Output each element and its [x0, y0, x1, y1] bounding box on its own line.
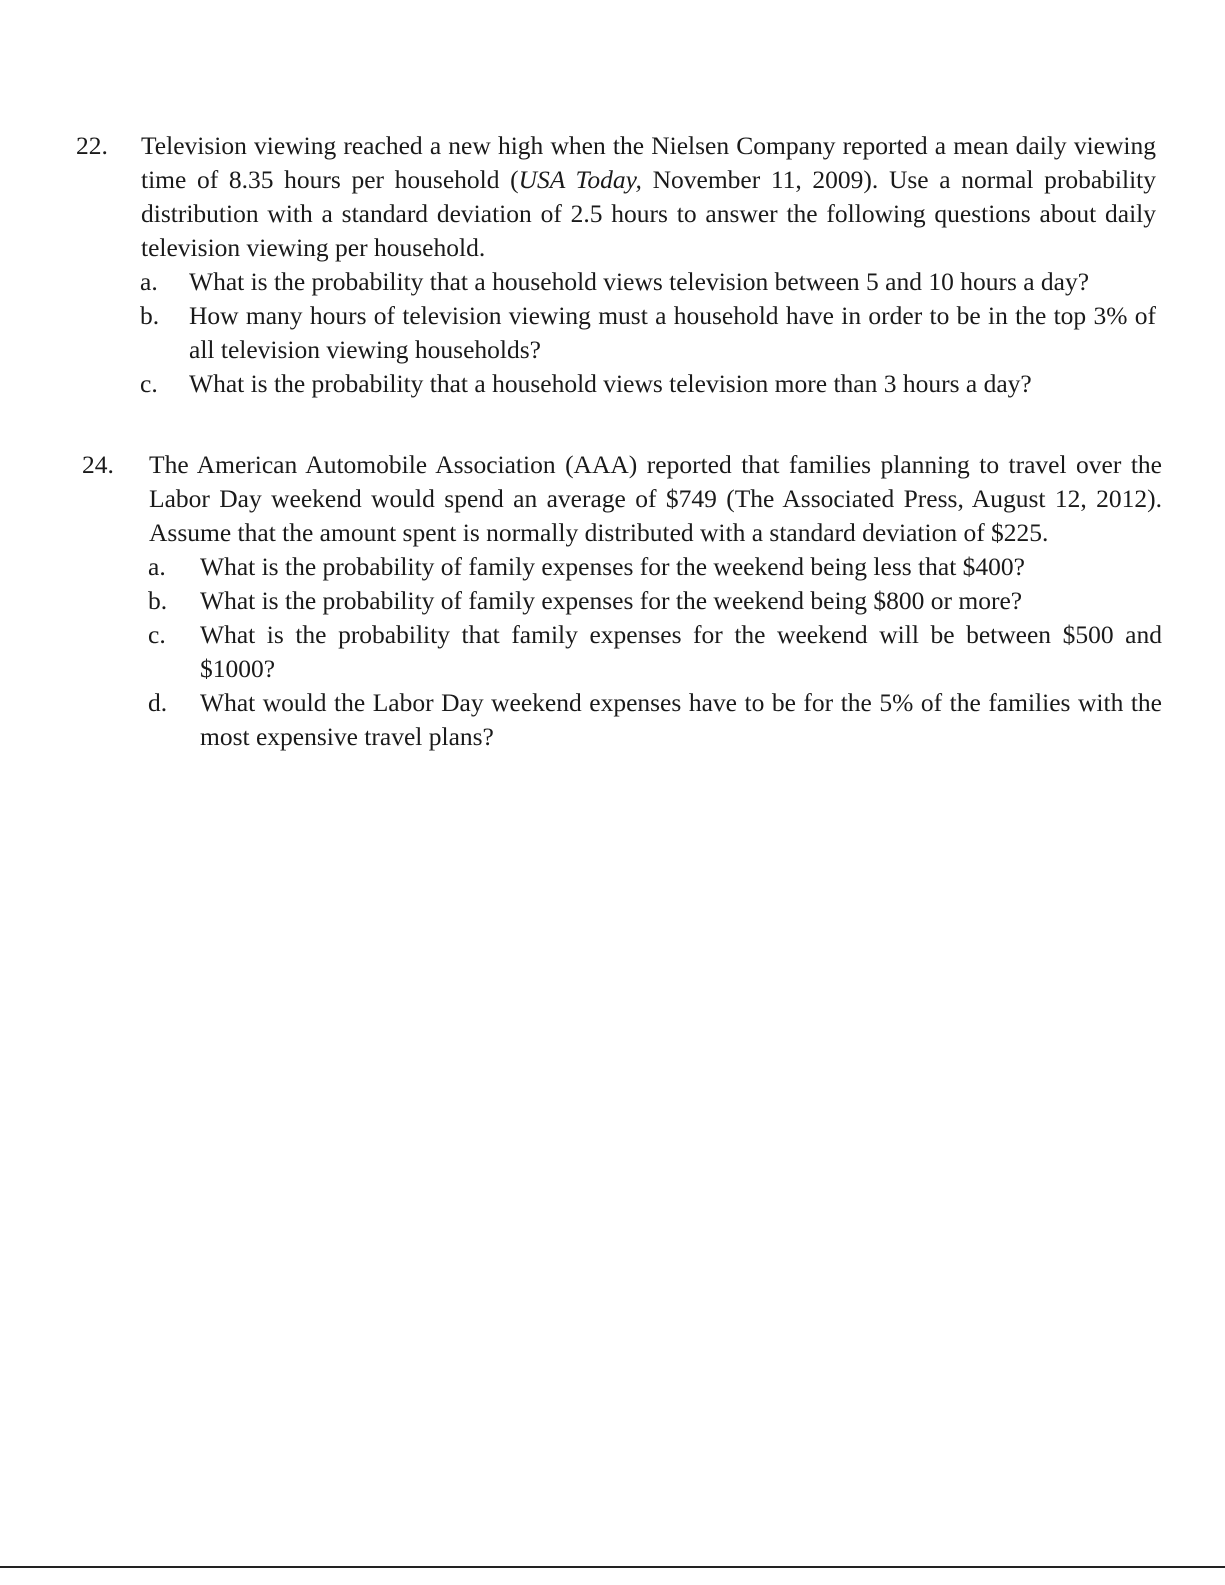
part-item — [76, 265, 1156, 299]
part-item — [82, 686, 1162, 754]
problem-24-header — [82, 448, 1162, 550]
part-item — [76, 367, 1156, 401]
part-letter: d. — [148, 688, 168, 717]
part-letter: a. — [140, 267, 158, 296]
part-item — [82, 618, 1162, 686]
stem-text-after: November 11, 2009). Use a normal probability distribution with a standard deviation of 2.5 hours to answer the following questions about daily television viewing per household. — [141, 165, 1156, 262]
problem-24-parts — [82, 550, 1162, 754]
part-text: What would the Labor Day weekend expenses have to be for the 5% of the families with the most expensive travel plans? — [200, 688, 1162, 751]
problem-24 — [82, 448, 1162, 754]
part-text: What is the probability that a household views television more than 3 hours a day? — [189, 369, 1032, 398]
part-text: What is the probability of family expenses for the weekend being $800 or more? — [200, 586, 1023, 615]
page-bottom-rule — [0, 1566, 1225, 1568]
problem-22-parts — [76, 265, 1156, 401]
part-item — [76, 299, 1156, 367]
problem-22-header — [76, 129, 1156, 265]
problem-stem — [141, 129, 1156, 265]
part-letter: a. — [148, 552, 166, 581]
part-letter: c. — [148, 620, 166, 649]
part-text: What is the probability of family expenses for the weekend being less that $400? — [200, 552, 1025, 581]
problem-number: 24. — [82, 450, 114, 479]
part-text: What is the probability that a household views television between 5 and 10 hours a day? — [189, 267, 1090, 296]
stem-source-italic: USA Today, — [518, 165, 642, 194]
part-text: What is the probability that family expenses for the weekend will be between $500 and $1000? — [200, 620, 1162, 683]
part-letter: c. — [140, 369, 158, 398]
problem-number: 22. — [76, 131, 108, 160]
problem-22 — [76, 129, 1156, 401]
part-letter: b. — [148, 586, 168, 615]
part-item — [82, 550, 1162, 584]
part-letter: b. — [140, 301, 160, 330]
problem-stem: The American Automobile Association (AAA) reported that families planning to travel over the Labor Day weekend would spend an average of $749 (The Associated Press, August 12, 2012). Assume that the amount spent is normally distributed with a standard deviation of $225. — [149, 450, 1162, 547]
part-text: How many hours of television viewing must a household have in order to be in the top 3% of all television viewing households? — [189, 301, 1156, 364]
part-item — [82, 584, 1162, 618]
stem-text-before: Television viewing reached a new high when the Nielsen Company reported a mean daily viewing time of 8.35 hours per household ( — [141, 131, 1156, 194]
